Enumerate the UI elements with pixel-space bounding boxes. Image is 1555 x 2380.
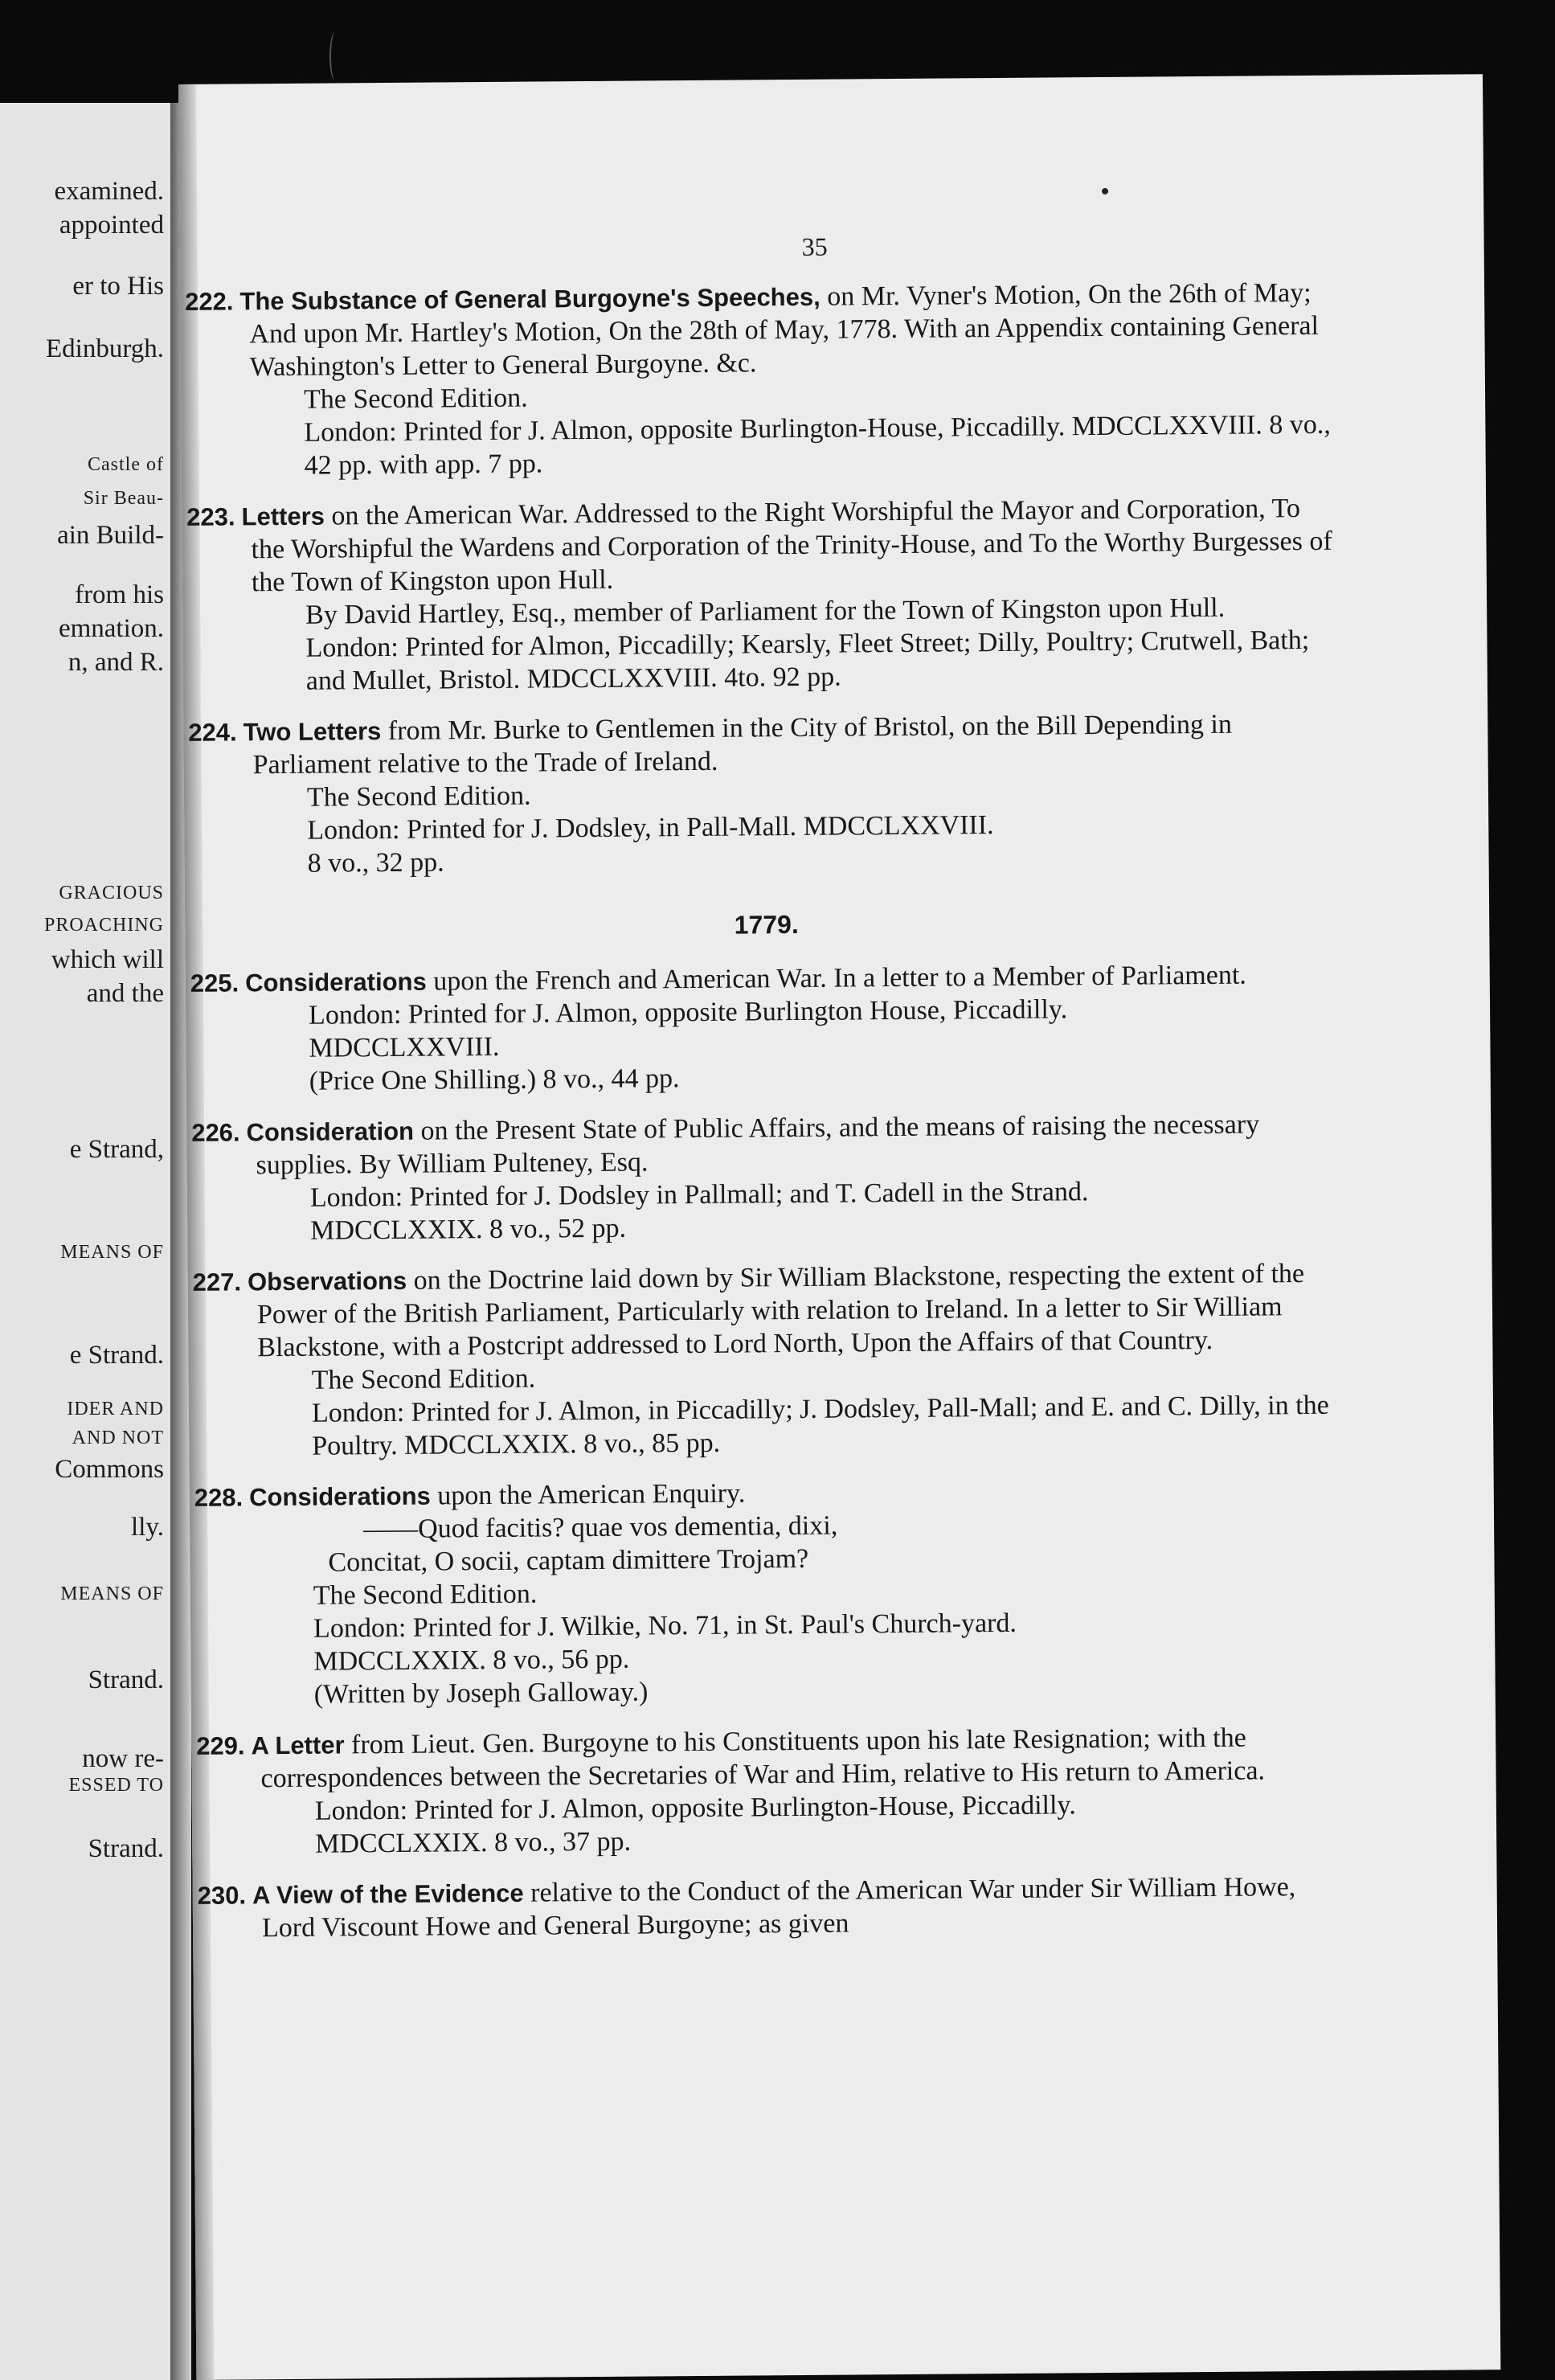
entry-description: on the Doctrine laid down by Sir William Blackstone, respecting the extent of the Power of the British Parliament, Particularly with relation to Ireland. In a letter to Sir William Blackstone, with a Postcript addressed to Lord North, Upon the Affairs of that Country. xyxy=(256,1259,1305,1363)
left-page-fragment: AND NOT xyxy=(72,1428,164,1448)
entry-lead-title: Observations xyxy=(247,1266,407,1297)
bibliography-entries xyxy=(185,277,1351,1963)
entry-verse-line: ——Quod facitis? quae vos dementia, dixi, xyxy=(362,1510,838,1545)
entry-imprint-line: London: Printed for J. Almon, opposite Burlington-House, Piccadilly. MDCCLXXVIII. 8 vo., 42 pp. with app. 7 pp. xyxy=(304,409,1331,481)
scan-hair-artifact xyxy=(329,32,341,80)
entry-imprint-line: (Written by Joseph Galloway.) xyxy=(313,1677,649,1710)
left-page-fragment: now re- xyxy=(82,1744,164,1773)
entry-lead-title: Two Letters xyxy=(243,717,382,747)
entry-description: from Lieut. Gen. Burgoyne to his Constituents upon his late Resignation; with the correspondences between the Secretaries of War and Him, relative to His return to America. xyxy=(260,1723,1266,1794)
entry-imprint-line: The Second Edition. xyxy=(313,1579,538,1611)
entry-description: from Mr. Burke to Gentlemen in the City of Bristol, on the Bill Depending in Parliament relative to the Trade of Ireland. xyxy=(252,709,1233,780)
left-page-fragment: e Strand. xyxy=(69,1341,164,1370)
left-page-fragment: Castle of xyxy=(88,454,164,475)
left-page-fragment: Strand. xyxy=(88,1665,164,1694)
entry-imprint-line: The Second Edition. xyxy=(311,1363,536,1395)
entry-lead-title: Considerations xyxy=(244,967,427,997)
entry-description: relative to the Conduct of the American War under Sir William Howe, Lord Viscount Howe and General Burgoyne; as given xyxy=(261,1872,1296,1944)
entry-description: on Mr. Vyner's Motion, On the 26th of May; And upon Mr. Hartley's Motion, On the 28th of May, 1778. With an Appendix containing General Washington's Letter to General Burgoyne. &c. xyxy=(249,277,1320,383)
left-page-fragment: emnation. xyxy=(58,614,164,643)
bibliography-entry xyxy=(196,1721,1350,1862)
left-page-fragment: lly. xyxy=(131,1513,164,1542)
entry-description: upon the French and American War. In a letter to a Member of Parliament. xyxy=(426,960,1246,997)
entry-lead-title: Consideration xyxy=(246,1116,415,1147)
left-page-fragment: Sir Beau- xyxy=(83,488,164,509)
left-page-fragment: Strand. xyxy=(88,1834,164,1863)
bibliography-entry xyxy=(193,1257,1348,1464)
entry-description: on the Present State of Public Affairs, and the means of raising the necessary supplies. By William Pulteney, Esq. xyxy=(256,1109,1260,1181)
entry-lead-title: Considerations xyxy=(249,1481,431,1512)
entry-number: 222. xyxy=(184,287,234,316)
left-page-fragment: MEANS OF xyxy=(60,1583,164,1604)
left-page-fragment: from his xyxy=(75,580,164,609)
entry-number: 223. xyxy=(186,502,235,531)
entry-number: 230. xyxy=(197,1881,247,1910)
entry-number: 224. xyxy=(188,718,237,747)
ink-speck xyxy=(1102,188,1108,195)
entry-title-line xyxy=(185,277,1339,384)
page-number: 35 xyxy=(801,231,828,261)
entry-description: on the American War. Addressed to the Right Worshipful the Mayor and Corporation, To the Worshipful the Wardens and Corporation of the Trinity-House, and To the Worthy Burgesses of the Town of Kingston upon Hull. xyxy=(251,494,1332,598)
entry-title-line xyxy=(198,1870,1352,1945)
entry-imprint-line: London: Printed for Almon, Piccadilly; Kearsly, Fleet Street; Dilly, Poultry; Crutwell, Bath; and Mullet, Bristol. MDCCLXXVIII. 4to. 92 pp. xyxy=(305,625,1310,696)
entries-1779 xyxy=(190,958,1352,1945)
bibliography-entry xyxy=(198,1870,1352,1945)
entry-title-line xyxy=(191,1108,1345,1182)
left-page-fragment: ain Build- xyxy=(57,521,164,550)
left-page-fragment: examined. xyxy=(54,177,164,206)
right-page xyxy=(178,74,1500,2380)
left-page-fragment: n, and R. xyxy=(68,648,164,677)
entry-imprint-line: By David Hartley, Esq., member of Parliament for the Town of Kingston upon Hull. xyxy=(305,592,1226,630)
left-page-fragment: which will xyxy=(51,945,164,974)
left-page-fragment: ESSED TO xyxy=(68,1775,164,1796)
left-page-fragment: and the xyxy=(86,979,164,1008)
entry-imprint-line: The Second Edition. xyxy=(303,383,528,415)
left-page-fragment: Commons xyxy=(55,1455,164,1484)
entry-lead-title: A View of the Evidence xyxy=(252,1878,524,1910)
entry-number: 228. xyxy=(194,1483,243,1512)
entry-number: 227. xyxy=(192,1268,242,1297)
left-page-fragment: GRACIOUS xyxy=(59,883,164,903)
entry-title-line xyxy=(193,1257,1347,1365)
bibliography-entry xyxy=(190,958,1344,1099)
entry-imprint-line: MDCCLXXIX. 8 vo., 37 pp. xyxy=(315,1826,632,1859)
entry-imprint-line: MDCCLXXIX. 8 vo., 52 pp. xyxy=(310,1213,627,1246)
entry-imprint-line: 8 vo., 32 pp. xyxy=(307,847,444,879)
entry-lead-title: Letters xyxy=(241,502,325,531)
left-page xyxy=(0,103,186,2380)
entry-imprint-line: London: Printed for J. Dodsley, in Pall-Mall. MDCCLXXVIII. xyxy=(307,810,994,846)
entry-number: 226. xyxy=(191,1118,240,1147)
year-heading: 1779. xyxy=(734,909,799,940)
entry-imprint-line: London: Printed for J. Dodsley in Pallmall; and T. Cadell in the Strand. xyxy=(309,1177,1089,1213)
entry-imprint-line: (Price One Shilling.) 8 vo., 44 pp. xyxy=(309,1063,680,1096)
left-page-fragment: e Strand, xyxy=(69,1135,164,1164)
bibliography-entry xyxy=(194,1473,1349,1712)
entries-1778 xyxy=(185,277,1343,881)
entry-imprint-line: The Second Edition. xyxy=(306,780,531,813)
entry-title-line xyxy=(186,492,1340,600)
left-page-fragment: Edinburgh. xyxy=(46,334,164,363)
entry-imprint-line: London: Printed for J. Almon, in Piccadilly; J. Dodsley, Pall-Mall; and E. and C. Dilly, in the Poultry. MDCCLXXIX. 8 vo., 85 pp. xyxy=(311,1390,1329,1461)
left-page-fragment: appointed xyxy=(59,211,164,240)
bibliography-entry xyxy=(188,707,1343,881)
left-page-fragment: PROACHING xyxy=(43,915,164,936)
entry-imprint-line: London: Printed for J. Almon, opposite Burlington House, Piccadilly. xyxy=(308,994,1068,1030)
left-page-fragment: IDER AND xyxy=(67,1399,164,1419)
entry-imprint-line: London: Printed for J. Wilkie, No. 71, in St. Paul's Church-yard. xyxy=(313,1608,1017,1644)
left-page-fragment: er to His xyxy=(72,272,164,301)
entry-title-line xyxy=(188,707,1342,782)
entry-lead-title: A Letter xyxy=(251,1731,345,1760)
entry-title-line xyxy=(196,1721,1350,1796)
entry-description: upon the American Enquiry. xyxy=(430,1478,746,1511)
entry-number: 225. xyxy=(190,969,239,997)
entry-imprint-line: MDCCLXXIX. 8 vo., 56 pp. xyxy=(313,1644,630,1677)
entry-verse-line: Concitat, O socii, captam dimittere Trojam? xyxy=(328,1543,809,1578)
bibliography-entry xyxy=(185,277,1340,483)
bibliography-entry xyxy=(186,492,1341,698)
entry-number: 229. xyxy=(196,1731,245,1760)
entry-imprint-line: London: Printed for J. Almon, opposite Burlington-House, Piccadilly. xyxy=(314,1790,1076,1826)
entry-imprint-line: MDCCLXXVIII. xyxy=(309,1031,500,1063)
bibliography-entry xyxy=(191,1108,1345,1248)
entry-lead-title: The Substance of General Burgoyne's Speeches, xyxy=(239,282,820,316)
left-page-fragment: MEANS OF xyxy=(60,1242,164,1263)
